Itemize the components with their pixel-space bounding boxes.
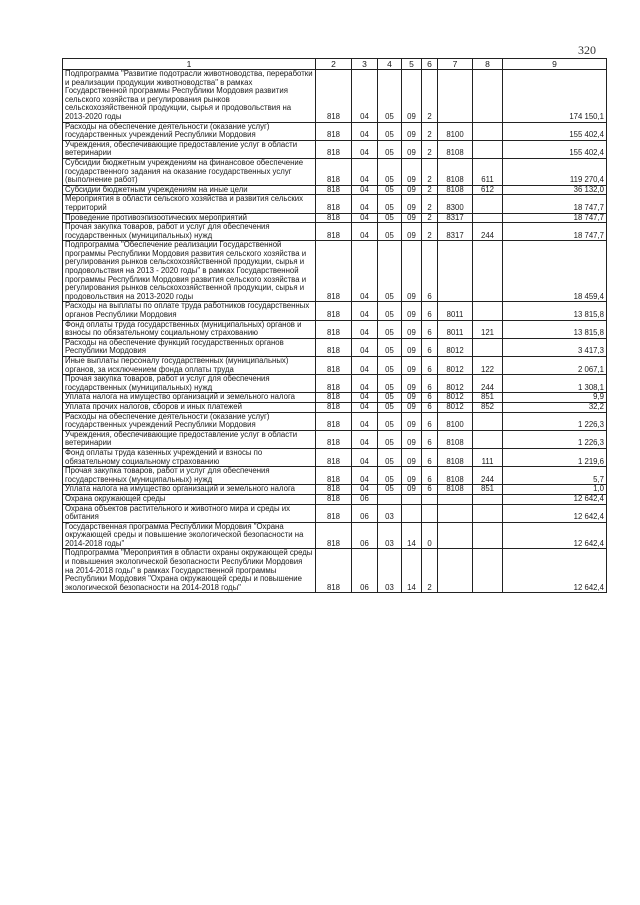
row-subsection-code: 03 [378,504,402,522]
row-section-code: 04 [352,357,378,375]
row-section-code: 04 [352,70,378,123]
table-row [63,195,607,213]
table-row [63,375,607,393]
row-subprogram-code: 6 [422,467,438,485]
page-number: 320 [578,43,596,57]
row-article-code: 8300 [438,195,473,213]
row-subprogram-code: 2 [422,213,438,223]
row-section-code: 06 [352,522,378,549]
row-section-code: 04 [352,448,378,466]
row-name: Субсидии бюджетным учреждениям на финансовое обеспечение государственного задания на оказание государственных услуг (выполнение работ) [63,158,316,185]
row-subsection-code: 05 [378,140,402,158]
row-program-code: 09 [402,140,422,158]
row-article-code: 8100 [438,122,473,140]
row-ministry-code: 818 [316,393,352,403]
row-program-code: 09 [402,185,422,195]
row-subsection-code: 05 [378,375,402,393]
row-expense-type-code [473,522,503,549]
table-row [63,122,607,140]
row-subprogram-code: 2 [422,549,438,593]
row-program-code: 09 [402,338,422,356]
row-amount: 2 067,1 [503,357,607,375]
row-ministry-code: 818 [316,140,352,158]
row-expense-type-code [473,338,503,356]
row-ministry-code: 818 [316,412,352,430]
row-subsection-code: 05 [378,448,402,466]
row-ministry-code: 818 [316,158,352,185]
row-name: Прочая закупка товаров, работ и услуг для обеспечения государственных (муниципальных) нужд [63,375,316,393]
row-amount: 12 642,4 [503,494,607,504]
row-name: Охрана окружающей среды [63,494,316,504]
row-program-code: 09 [402,320,422,338]
table-row [63,241,607,302]
row-expense-type-code [473,195,503,213]
row-subsection-code: 03 [378,549,402,593]
row-name: Подпрограмма "Мероприятия в области охраны окружающей среды и повышения экологической безопасности Республики Мордовия на 2014-2018 годы" в рамках Государственной программы Республики Мордовия "Охрана окружающей среды и повышение экологической безопасности на 2014-2018 годы" [63,549,316,593]
row-program-code: 09 [402,122,422,140]
row-amount: 32,2 [503,402,607,412]
row-ministry-code: 818 [316,320,352,338]
table-row [63,302,607,320]
row-subsection-code: 05 [378,223,402,241]
row-amount: 12 642,4 [503,549,607,593]
row-article-code: 8012 [438,375,473,393]
row-subprogram-code: 6 [422,412,438,430]
row-name: Фонд оплаты труда казенных учреждений и взносы по обязательному социальному страхованию [63,448,316,466]
row-section-code: 06 [352,549,378,593]
row-subsection-code: 05 [378,195,402,213]
row-program-code: 09 [402,357,422,375]
row-name: Расходы на выплаты по оплате труда работников государственных органов Республики Мордовия [63,302,316,320]
table-row [63,549,607,593]
row-subsection-code: 05 [378,412,402,430]
row-subsection-code: 05 [378,320,402,338]
header-cell: 9 [503,59,607,70]
row-article-code [438,522,473,549]
row-program-code [402,494,422,504]
row-program-code: 09 [402,241,422,302]
table-row [63,158,607,185]
row-article-code: 8108 [438,467,473,485]
row-name: Прочая закупка товаров, работ и услуг для обеспечения государственных (муниципальных) нужд [63,223,316,241]
row-article-code: 8108 [438,158,473,185]
row-expense-type-code [473,241,503,302]
row-name: Фонд оплаты труда государственных (муниципальных) органов и взносы по обязательному социальному страхованию [63,320,316,338]
row-ministry-code: 818 [316,467,352,485]
row-subprogram-code [422,494,438,504]
row-name: Уплата прочих налогов, сборов и иных платежей [63,402,316,412]
row-ministry-code: 818 [316,223,352,241]
row-expense-type-code: 111 [473,448,503,466]
row-section-code: 04 [352,122,378,140]
row-expense-type-code: 121 [473,320,503,338]
row-expense-type-code: 612 [473,185,503,195]
row-expense-type-code [473,549,503,593]
header-cell: 5 [402,59,422,70]
row-subprogram-code: 6 [422,302,438,320]
table-row [63,70,607,123]
row-expense-type-code: 611 [473,158,503,185]
row-section-code: 04 [352,158,378,185]
row-subsection-code: 05 [378,467,402,485]
row-expense-type-code: 244 [473,375,503,393]
row-subprogram-code: 2 [422,195,438,213]
row-section-code: 04 [352,185,378,195]
row-section-code: 04 [352,195,378,213]
row-amount: 3 417,3 [503,338,607,356]
row-name: Расходы на обеспечение функций государственных органов Республики Мордовия [63,338,316,356]
row-subsection-code: 05 [378,213,402,223]
row-subprogram-code: 2 [422,223,438,241]
row-program-code: 09 [402,302,422,320]
row-section-code: 04 [352,375,378,393]
row-program-code: 09 [402,375,422,393]
header-cell: 8 [473,59,503,70]
row-section-code: 04 [352,393,378,403]
row-name: Иные выплаты персоналу государственных (муниципальных) органов, за исключением фонда оплаты труда [63,357,316,375]
row-expense-type-code [473,504,503,522]
row-name: Государственная программа Республики Мордовия "Охрана окружающей среды и повышение экологической безопасности на 2014-2018 годы" [63,522,316,549]
row-ministry-code: 818 [316,338,352,356]
row-program-code [402,504,422,522]
row-subsection-code: 05 [378,241,402,302]
row-subsection-code: 05 [378,122,402,140]
row-article-code: 8012 [438,402,473,412]
row-subprogram-code: 6 [422,448,438,466]
row-program-code: 09 [402,448,422,466]
table-row [63,320,607,338]
table-row [63,494,607,504]
row-section-code: 06 [352,494,378,504]
row-ministry-code: 818 [316,485,352,495]
row-subprogram-code: 6 [422,485,438,495]
row-amount: 1 226,3 [503,412,607,430]
row-expense-type-code [473,140,503,158]
row-subprogram-code: 2 [422,122,438,140]
table-row [63,223,607,241]
row-amount: 155 402,4 [503,140,607,158]
row-subsection-code: 05 [378,357,402,375]
row-expense-type-code: 244 [473,223,503,241]
row-ministry-code: 818 [316,70,352,123]
row-ministry-code: 818 [316,430,352,448]
row-name: Расходы на обеспечение деятельности (оказание услуг) государственных учреждений Республики Мордовия [63,122,316,140]
row-program-code: 09 [402,402,422,412]
row-program-code: 09 [402,223,422,241]
row-subprogram-code: 2 [422,70,438,123]
row-name: Учреждения, обеспечивающие предоставление услуг в области ветеринарии [63,430,316,448]
row-section-code: 04 [352,213,378,223]
row-section-code: 04 [352,412,378,430]
table-row [63,140,607,158]
row-name: Проведение противоэпизоотических мероприятий [63,213,316,223]
row-subsection-code: 05 [378,402,402,412]
row-amount: 12 642,4 [503,504,607,522]
row-subprogram-code: 6 [422,320,438,338]
table-row [63,185,607,195]
row-article-code: 8011 [438,302,473,320]
row-article-code [438,70,473,123]
row-section-code: 04 [352,241,378,302]
row-program-code: 09 [402,430,422,448]
row-article-code: 8108 [438,185,473,195]
row-ministry-code: 818 [316,504,352,522]
row-amount: 18 747,7 [503,213,607,223]
row-article-code: 8012 [438,338,473,356]
row-section-code: 04 [352,467,378,485]
row-amount: 1 226,3 [503,430,607,448]
table-row [63,393,607,403]
row-article-code: 8012 [438,357,473,375]
row-expense-type-code [473,430,503,448]
header-cell: 4 [378,59,402,70]
row-ministry-code: 818 [316,494,352,504]
row-article-code [438,549,473,593]
row-subprogram-code: 6 [422,430,438,448]
row-article-code: 8011 [438,320,473,338]
row-amount: 1 308,1 [503,375,607,393]
row-program-code: 14 [402,549,422,593]
row-expense-type-code: 244 [473,467,503,485]
row-amount: 1 219,6 [503,448,607,466]
row-article-code: 8317 [438,223,473,241]
row-subsection-code: 05 [378,338,402,356]
row-subsection-code: 05 [378,393,402,403]
row-expense-type-code [473,412,503,430]
table-row [63,213,607,223]
row-amount: 36 132,0 [503,185,607,195]
row-subprogram-code: 2 [422,140,438,158]
row-expense-type-code: 852 [473,402,503,412]
row-name: Субсидии бюджетным учреждениям на иные цели [63,185,316,195]
table-row [63,467,607,485]
row-subprogram-code: 6 [422,338,438,356]
row-name: Расходы на обеспечение деятельности (оказание услуг) государственных учреждений Республики Мордовия [63,412,316,430]
table-row [63,412,607,430]
header-cell: 7 [438,59,473,70]
header-cell: 2 [316,59,352,70]
row-section-code: 04 [352,140,378,158]
row-amount: 18 747,7 [503,195,607,213]
row-subsection-code: 03 [378,522,402,549]
row-expense-type-code [473,213,503,223]
budget-table [62,58,607,593]
row-ministry-code: 818 [316,357,352,375]
row-ministry-code: 818 [316,522,352,549]
row-subsection-code: 05 [378,185,402,195]
table-row [63,485,607,495]
row-ministry-code: 818 [316,195,352,213]
row-section-code: 04 [352,320,378,338]
row-expense-type-code: 851 [473,485,503,495]
table-row [63,402,607,412]
row-amount: 1,0 [503,485,607,495]
header-cell: 3 [352,59,378,70]
header-cell: 1 [63,59,316,70]
row-ministry-code: 818 [316,241,352,302]
table-row [63,522,607,549]
row-article-code [438,494,473,504]
row-name: Охрана объектов растительного и животного мира и среды их обитания [63,504,316,522]
row-subsection-code: 05 [378,158,402,185]
row-name: Мероприятия в области сельского хозяйства и развития сельских территорий [63,195,316,213]
row-subprogram-code: 6 [422,402,438,412]
row-subsection-code: 05 [378,485,402,495]
row-name: Уплата налога на имущество организаций и земельного налога [63,393,316,403]
row-amount: 13 815,8 [503,320,607,338]
row-article-code: 8108 [438,485,473,495]
row-ministry-code: 818 [316,448,352,466]
row-article-code: 8108 [438,448,473,466]
row-amount: 174 150,1 [503,70,607,123]
row-subprogram-code: 6 [422,241,438,302]
row-name: Уплата налога на имущество организаций и земельного налога [63,485,316,495]
row-program-code: 09 [402,485,422,495]
row-expense-type-code [473,122,503,140]
row-subsection-code: 05 [378,70,402,123]
row-amount: 9,9 [503,393,607,403]
row-program-code: 09 [402,213,422,223]
row-expense-type-code: 851 [473,393,503,403]
row-amount: 119 270,4 [503,158,607,185]
row-amount: 155 402,4 [503,122,607,140]
row-article-code [438,504,473,522]
row-subprogram-code [422,504,438,522]
row-subprogram-code: 2 [422,158,438,185]
row-section-code: 04 [352,338,378,356]
row-ministry-code: 818 [316,122,352,140]
row-amount: 18 747,7 [503,223,607,241]
row-ministry-code: 818 [316,213,352,223]
row-name: Учреждения, обеспечивающие предоставление услуг в области ветеринарии [63,140,316,158]
row-program-code: 09 [402,158,422,185]
table-row [63,357,607,375]
row-section-code: 04 [352,430,378,448]
row-ministry-code: 818 [316,302,352,320]
table-row [63,430,607,448]
row-amount: 13 815,8 [503,302,607,320]
row-section-code: 06 [352,504,378,522]
table-row [63,504,607,522]
row-subprogram-code: 6 [422,393,438,403]
row-expense-type-code [473,302,503,320]
row-subsection-code: 05 [378,430,402,448]
row-ministry-code: 818 [316,402,352,412]
row-program-code: 14 [402,522,422,549]
row-program-code: 09 [402,467,422,485]
row-ministry-code: 818 [316,549,352,593]
row-subprogram-code: 6 [422,375,438,393]
row-expense-type-code [473,70,503,123]
row-name: Подпрограмма "Обеспечение реализации Государственной программы Республики Мордовия развития сельского хозяйства и регулирования рынков сельскохозяйственной продукции, сырья и продовольствия на 2013 - 2020 годы" в рамках Государственной программы Республики Мордовия развития сельского хозяйства и регулирования рынков сельскохозяйственной продукции, сырья и продовольствия на 2013-2020 годы [63,241,316,302]
row-expense-type-code [473,494,503,504]
row-article-code: 8317 [438,213,473,223]
row-name: Подпрограмма "Развитие подотрасли животноводства, переработки и реализации продукции животноводства" в рамках Государственной программы Республики Мордовия развития сельского хозяйства и регулирования рынков сельскохозяйственной продукции, сырья и продовольствия на 2013-2020 годы [63,70,316,123]
row-subsection-code [378,494,402,504]
row-article-code: 8108 [438,140,473,158]
table-row [63,338,607,356]
table-header-row [63,59,607,70]
table-row [63,448,607,466]
row-article-code: 8108 [438,430,473,448]
row-amount: 18 459,4 [503,241,607,302]
row-program-code: 09 [402,393,422,403]
row-subsection-code: 05 [378,302,402,320]
row-name: Прочая закупка товаров, работ и услуг для обеспечения государственных (муниципальных) нужд [63,467,316,485]
row-ministry-code: 818 [316,185,352,195]
row-subprogram-code: 2 [422,185,438,195]
row-amount: 5,7 [503,467,607,485]
row-subprogram-code: 6 [422,357,438,375]
row-section-code: 04 [352,402,378,412]
row-program-code: 09 [402,195,422,213]
row-amount: 12 642,4 [503,522,607,549]
row-subprogram-code: 0 [422,522,438,549]
row-expense-type-code: 122 [473,357,503,375]
row-section-code: 04 [352,302,378,320]
row-program-code: 09 [402,412,422,430]
row-article-code [438,241,473,302]
row-section-code: 04 [352,223,378,241]
row-article-code: 8100 [438,412,473,430]
row-article-code: 8012 [438,393,473,403]
header-cell: 6 [422,59,438,70]
row-ministry-code: 818 [316,375,352,393]
row-section-code: 04 [352,485,378,495]
row-program-code: 09 [402,70,422,123]
